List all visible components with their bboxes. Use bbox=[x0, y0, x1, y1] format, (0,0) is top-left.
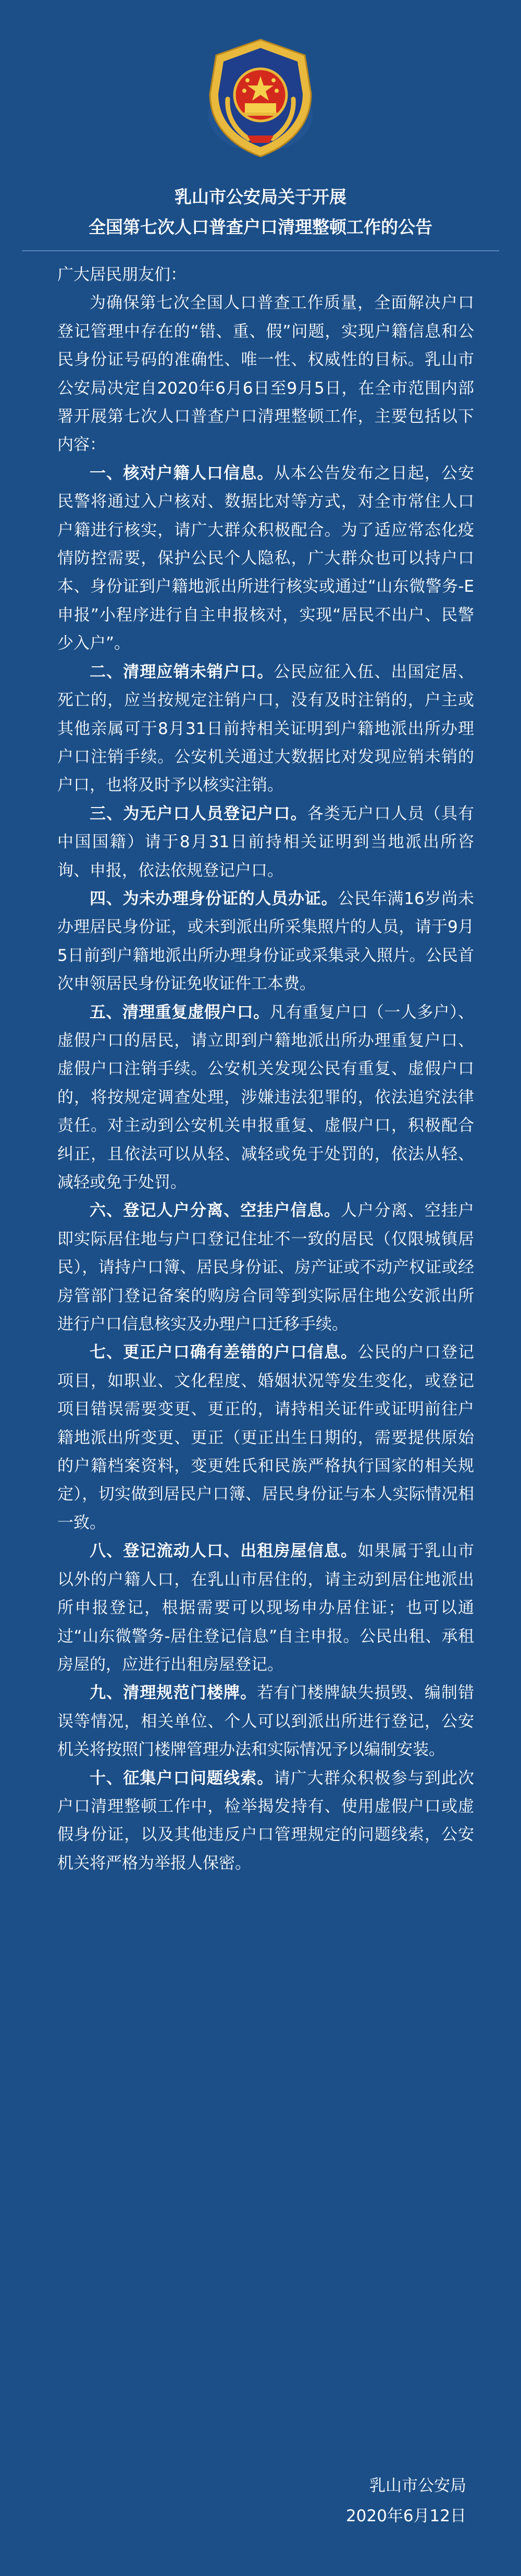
item-2 bbox=[57, 658, 474, 800]
item-6-heading: 六、登记人户分离、空挂户信息。 bbox=[90, 1201, 341, 1220]
item-4-text: 公民年满16岁尚未办理居民身份证，或未到派出所采集照片的人员，请于9月5日前到户籍地派出所办理身份证或采集录入照片。公民首次申领居民身份证免收证件工本费。 bbox=[57, 889, 474, 994]
title-divider bbox=[22, 250, 499, 251]
item-1-heading: 一、核对户籍人口信息。 bbox=[90, 463, 274, 483]
item-7-text: 公民的户口登记项目，如职业、文化程度、婚姻状况等发生变化，或登记项目错误需要变更、更正的，请持相关证件或证明前往户籍地派出所变更、更正（更正出生日期的，需要提供原始的户籍档案资料，变更姓氏和民族严格执行国家的相关规定），切实做到居民户口簿、居民身份证与本人实际情况相一致。 bbox=[57, 1343, 475, 1532]
item-3 bbox=[57, 800, 474, 885]
item-4 bbox=[57, 885, 474, 998]
signature-date: 2020年6月12日 bbox=[345, 2507, 466, 2525]
item-1-text: 从本公告发布之日起，公安民警将通过入户核对、数据比对等方式，对全市常住人口户籍进行核实，请广大群众积极配合。为了适应常态化疫情防控需要，保护公民个人隐私，广大群众也可以持户口本、身份证到户籍地派出所进行核实或通过“山东微警务-E申报”小程序进行自主申报核对，实现“居民不出户、民警少入户”。 bbox=[57, 463, 474, 653]
item-8-heading: 八、登记流动人口、出租房屋信息。 bbox=[90, 1542, 358, 1561]
item-1 bbox=[57, 459, 474, 658]
page-title-line2: 全国第七次人口普查户口清理整顿工作的公告 bbox=[89, 217, 432, 237]
item-10-text: 请广大群众积极参与到此次户口清理整顿工作中，检举揭发持有、使用虚假户口或虚假身份证，以及其他违反户口管理规定的问题线索，公安机关将严格为举报人保密。 bbox=[57, 1768, 474, 1873]
item-5-text: 凡有重复户口（一人多户）、虚假户口的居民，请立即到户籍地派出所办理重复户口、虚假户口注销手续。公安机关发现公民有重复、虚假户口的，将按规定调查处理，涉嫌违法犯罪的，依法追究法律责任。对主动到公安机关申报重复、虚假户口，积极配合纠正，且依法可以从轻、减轻或免于处罚的，依法从轻、减轻或免于处罚。 bbox=[57, 1003, 475, 1192]
item-10 bbox=[57, 1764, 474, 1878]
item-5-heading: 五、清理重复虚假户口。 bbox=[90, 1003, 270, 1022]
item-2-text: 公民应征入伍、出国定居、死亡的，应当按规定注销户口，没有及时注销的，户主或其他亲属可于8月31日前持相关证明到户籍地派出所办理户口注销手续。公安机关通过大数据比对发现应销未销的户口，也将及时予以核实注销。 bbox=[57, 662, 474, 795]
item-4-heading: 四、为未办理身份证的人员办证。 bbox=[90, 889, 338, 908]
item-3-heading: 三、为无户口人员登记户口。 bbox=[90, 804, 307, 823]
signature-org: 乳山市公安局 bbox=[369, 2476, 466, 2495]
page-title-line1: 乳山市公安局关于开展 bbox=[175, 187, 346, 207]
item-7-heading: 七、更正户口确有差错的户口信息。 bbox=[90, 1343, 358, 1362]
item-9-heading: 九、清理规范门楼牌。 bbox=[90, 1683, 257, 1703]
item-6-text: 人户分离、空挂户即实际居住地与户口登记住址不一致的居民（仅限城镇居民），请持户口簿、居民身份证、房产证或不动产权证或经房管部门登记备案的购房合同等到实际居住地公安派出所进行户口信息核实及办理户口迁移手续。 bbox=[57, 1201, 475, 1334]
item-2-heading: 二、清理应销未销户口。 bbox=[90, 662, 274, 681]
greeting: 广大居民朋友们： bbox=[57, 265, 187, 284]
item-10-heading: 十、征集户口问题线索。 bbox=[90, 1768, 274, 1788]
item-5 bbox=[57, 998, 474, 1197]
item-7 bbox=[57, 1338, 474, 1537]
item-8-text: 如果属于乳山市以外的户籍人口，在乳山市居住的，请主动到居住地派出所申报登记，根据需要可以现场申办居住证；也可以通过“山东微警务-居住登记信息”自主申报。公民出租、承租房屋的，应进行出租房屋登记。 bbox=[57, 1542, 475, 1674]
item-8 bbox=[57, 1537, 474, 1679]
item-3-text: 各类无户口人员（具有中国国籍）请于8月31日前持相关证明到当地派出所咨询、申报，依法依规登记户口。 bbox=[57, 804, 475, 880]
police-emblem-icon bbox=[201, 36, 320, 160]
item-9-text: 若有门楼牌缺失损毁、编制错误等情况，相关单位、个人可以到派出所进行登记，公安机关将按照门楼牌管理办法和实际情况予以编制安装。 bbox=[57, 1683, 475, 1760]
item-6 bbox=[57, 1197, 474, 1338]
item-9 bbox=[57, 1679, 474, 1764]
announcement-body bbox=[57, 261, 474, 1877]
intro-paragraph: 为确保第七次全国人口普查工作质量，全面解决户口登记管理中存在的“错、重、假”问题，实现户籍信息和公民身份证号码的准确性、唯一性、权威性的目标。乳山市公安局决定自2020年6月6日至9月5日，在全市范围内部署开展第七次人口普查户口清理整顿工作，主要包括以下内容： bbox=[57, 294, 474, 455]
